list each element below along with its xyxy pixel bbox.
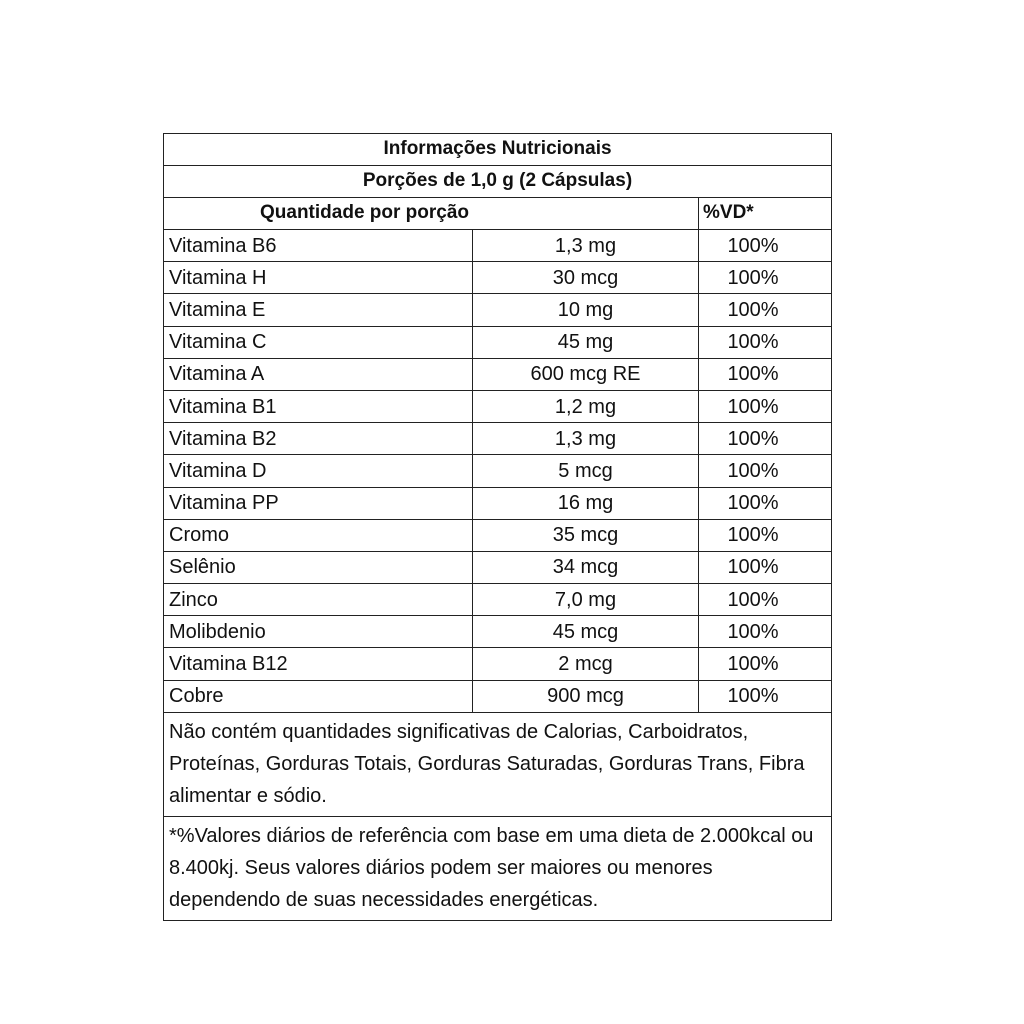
nutrient-name: Cobre xyxy=(164,680,473,712)
nutrient-vd: 100% xyxy=(699,326,832,358)
nutrient-vd: 100% xyxy=(699,487,832,519)
nutrient-vd: 100% xyxy=(699,584,832,616)
nutrient-amount: 600 mcg RE xyxy=(473,358,699,390)
table-row xyxy=(164,326,832,358)
table-row xyxy=(164,294,832,326)
nutrient-name: Zinco xyxy=(164,584,473,616)
nutrient-vd: 100% xyxy=(699,390,832,422)
nutrient-name: Vitamina B12 xyxy=(164,648,473,680)
table-row xyxy=(164,648,832,680)
header-row xyxy=(164,198,832,230)
nutrient-amount: 2 mcg xyxy=(473,648,699,680)
nutrient-vd: 100% xyxy=(699,519,832,551)
nutrient-name: Cromo xyxy=(164,519,473,551)
table-row xyxy=(164,584,832,616)
table-row xyxy=(164,358,832,390)
nutrient-vd: 100% xyxy=(699,616,832,648)
footnote-row-1 xyxy=(164,712,832,816)
nutrient-vd: 100% xyxy=(699,294,832,326)
nutrition-facts-table xyxy=(163,133,832,921)
nutrient-name: Vitamina B6 xyxy=(164,230,473,262)
nutrient-amount: 35 mcg xyxy=(473,519,699,551)
nutrient-vd: 100% xyxy=(699,680,832,712)
nutrient-name: Vitamina H xyxy=(164,262,473,294)
footnote-daily-values: *%Valores diários de referência com base em uma dieta de 2.000kcal ou 8.400kj. Seus valores diários podem ser maiores ou menores dependendo de suas necessidades energéticas. xyxy=(164,816,832,920)
quantity-header: Quantidade por porção xyxy=(164,198,699,230)
table-row xyxy=(164,551,832,583)
nutrient-name: Vitamina D xyxy=(164,455,473,487)
table-title: Informações Nutricionais xyxy=(164,134,832,166)
nutrient-name: Vitamina C xyxy=(164,326,473,358)
serving-row xyxy=(164,166,832,198)
title-row xyxy=(164,134,832,166)
table-row xyxy=(164,519,832,551)
table-row xyxy=(164,230,832,262)
nutrient-amount: 900 mcg xyxy=(473,680,699,712)
nutrient-vd: 100% xyxy=(699,551,832,583)
table-row xyxy=(164,390,832,422)
nutrient-amount: 1,2 mg xyxy=(473,390,699,422)
nutrient-name: Vitamina A xyxy=(164,358,473,390)
nutrient-amount: 1,3 mg xyxy=(473,230,699,262)
nutrient-vd: 100% xyxy=(699,455,832,487)
nutrient-name: Vitamina B2 xyxy=(164,423,473,455)
table-row xyxy=(164,423,832,455)
nutrient-amount: 45 mcg xyxy=(473,616,699,648)
nutrient-amount: 45 mg xyxy=(473,326,699,358)
nutrient-vd: 100% xyxy=(699,230,832,262)
nutrient-name: Vitamina PP xyxy=(164,487,473,519)
nutrient-amount: 30 mcg xyxy=(473,262,699,294)
table-row xyxy=(164,680,832,712)
vd-header: %VD* xyxy=(699,198,832,230)
nutrient-vd: 100% xyxy=(699,358,832,390)
nutrient-vd: 100% xyxy=(699,423,832,455)
nutrient-amount: 1,3 mg xyxy=(473,423,699,455)
nutrient-name: Molibdenio xyxy=(164,616,473,648)
nutrient-name: Selênio xyxy=(164,551,473,583)
nutrient-amount: 7,0 mg xyxy=(473,584,699,616)
table-row xyxy=(164,262,832,294)
nutrient-vd: 100% xyxy=(699,262,832,294)
footnote-row-2 xyxy=(164,816,832,920)
nutrient-name: Vitamina E xyxy=(164,294,473,326)
nutrient-amount: 34 mcg xyxy=(473,551,699,583)
serving-size: Porções de 1,0 g (2 Cápsulas) xyxy=(164,166,832,198)
table-row xyxy=(164,487,832,519)
table-row xyxy=(164,616,832,648)
footnote-no-significant: Não contém quantidades significativas de Calorias, Carboidratos, Proteínas, Gorduras Totais, Gorduras Saturadas, Gorduras Trans, Fibra alimentar e sódio. xyxy=(164,712,832,816)
nutrient-amount: 16 mg xyxy=(473,487,699,519)
nutrient-name: Vitamina B1 xyxy=(164,390,473,422)
nutrient-amount: 5 mcg xyxy=(473,455,699,487)
nutrient-amount: 10 mg xyxy=(473,294,699,326)
nutrient-vd: 100% xyxy=(699,648,832,680)
table-row xyxy=(164,455,832,487)
